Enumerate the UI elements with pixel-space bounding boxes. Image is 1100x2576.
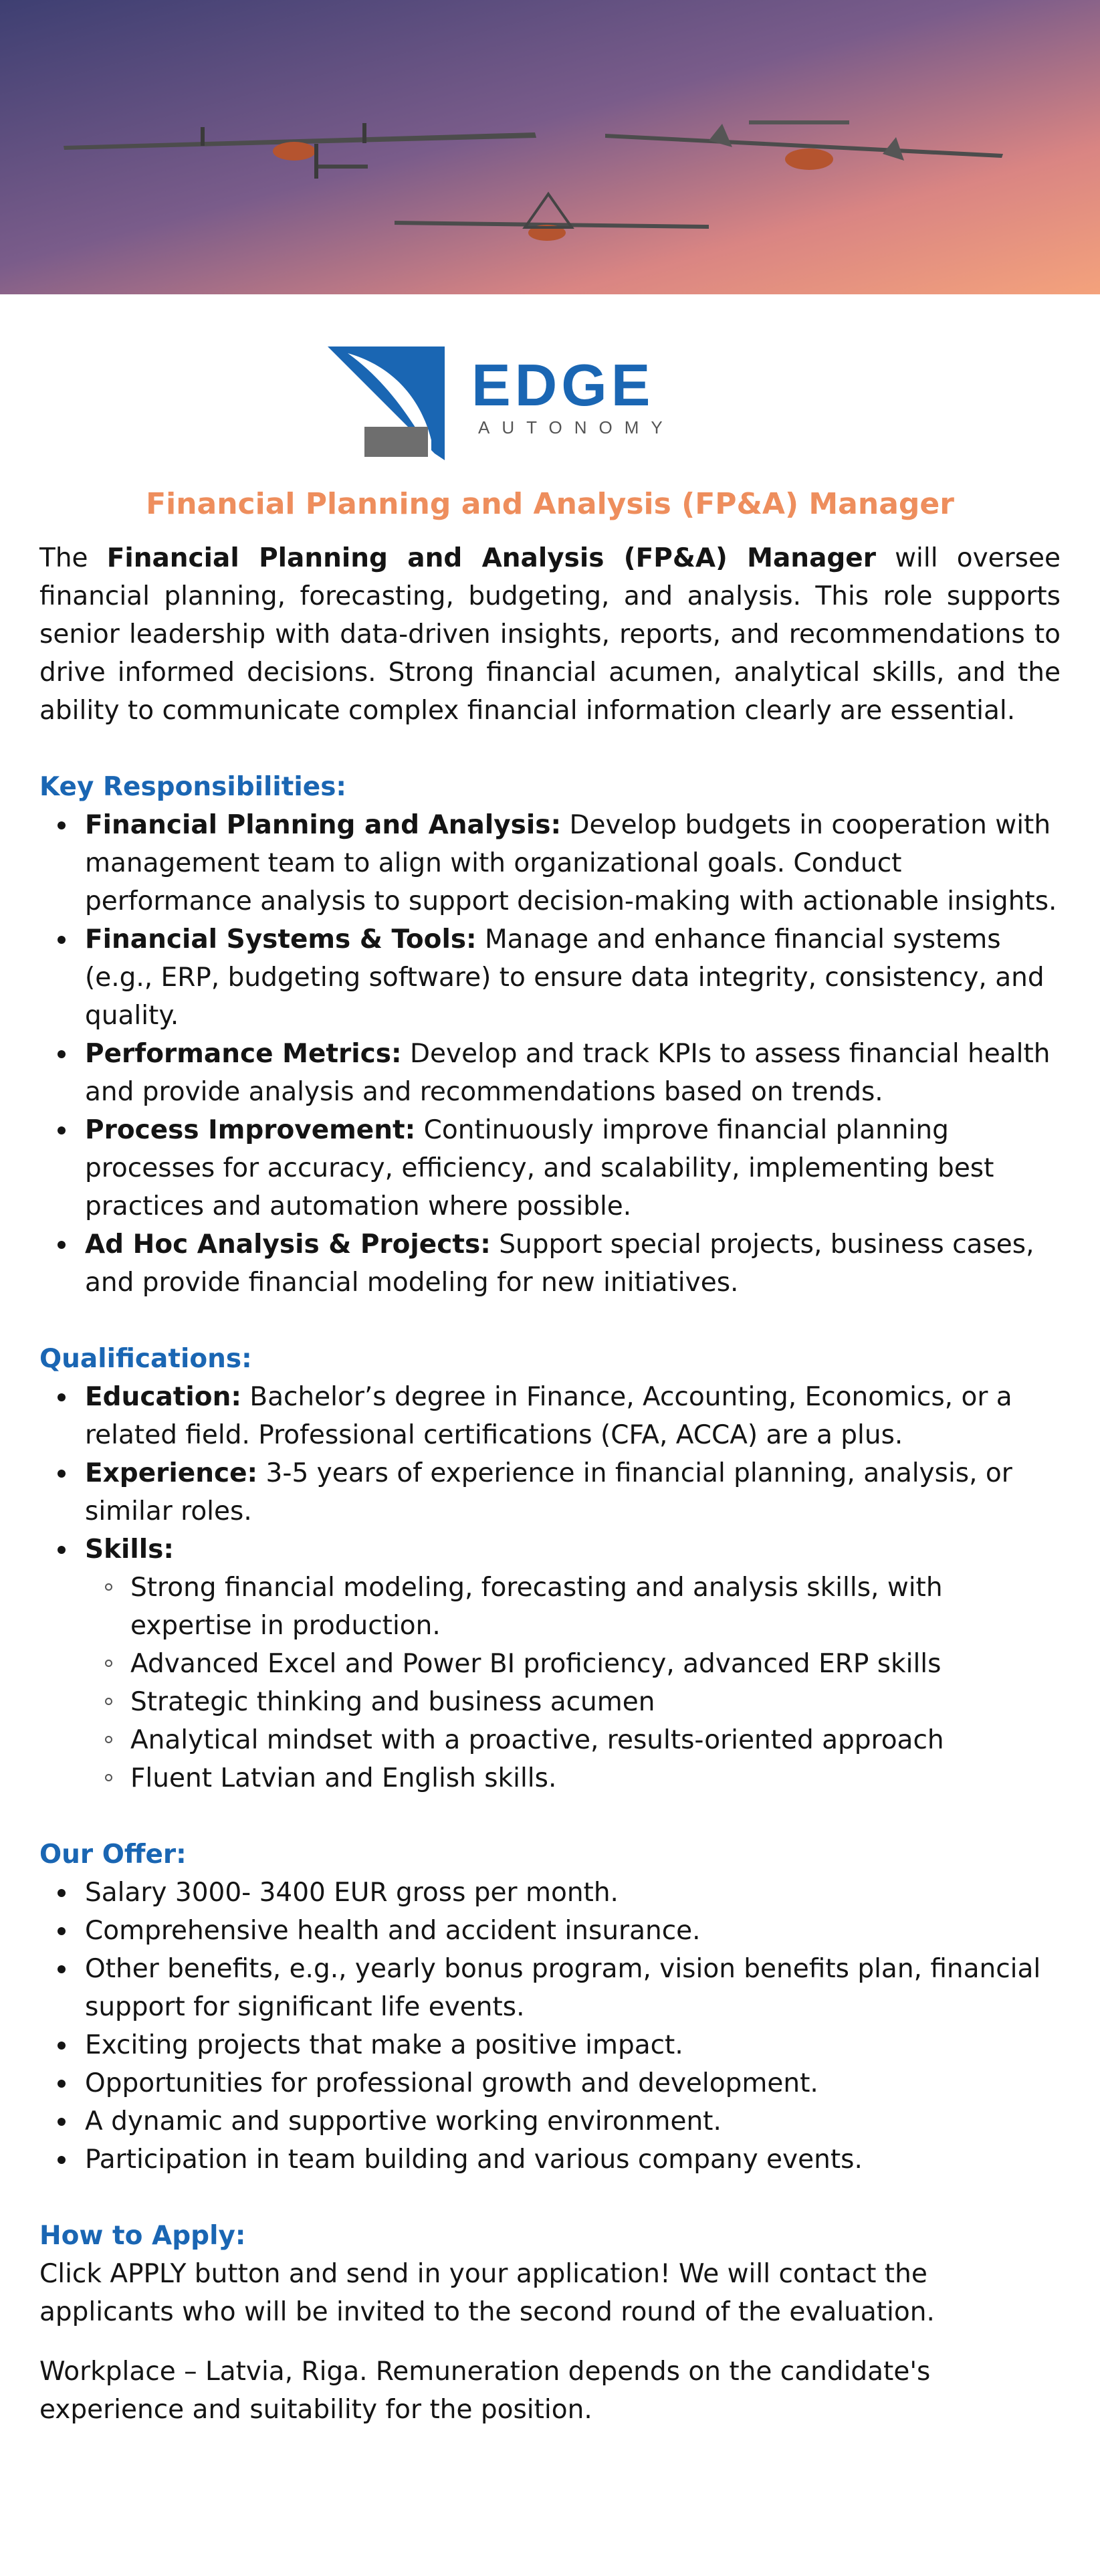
- apply-heading: How to Apply:: [39, 2221, 246, 2251]
- responsibilities-list: [39, 806, 1061, 1302]
- list-item: Other benefits, e.g., yearly bonus program, vision benefits plan, financial support for significant life events.: [39, 1950, 1061, 2026]
- apply-instructions: Click APPLY button and send in your application! We will contact the applicants who will be invited to the second round of the evaluation.: [39, 2259, 935, 2327]
- list-item: Participation in team building and various company events.: [39, 2141, 1061, 2179]
- svg-text:AUTONOMY: AUTONOMY: [478, 417, 675, 437]
- svg-text:EDGE: EDGE: [471, 352, 655, 418]
- list-item: Opportunities for professional growth and development.: [39, 2064, 1061, 2102]
- list-item: Skills:: [39, 1530, 1061, 1569]
- list-item: Financial Planning and Analysis: Develop budgets in cooperation with management team to align with organizational goals. Conduct performance analysis to support decision-making with actionable insights.: [39, 806, 1061, 920]
- intro-role-name: Financial Planning and Analysis (FP&A) Manager: [106, 543, 876, 573]
- list-item: Fluent Latvian and English skills.: [85, 1759, 1061, 1797]
- intro-paragraph: [39, 539, 1061, 730]
- qualifications-list: [39, 1378, 1061, 1569]
- job-title: Financial Planning and Analysis (FP&A) Manager: [146, 487, 954, 521]
- list-item: Experience: 3-5 years of experience in financial planning, analysis, or similar roles.: [39, 1454, 1061, 1530]
- list-item: Comprehensive health and accident insurance.: [39, 1912, 1061, 1950]
- list-item: A dynamic and supportive working environment.: [39, 2102, 1061, 2141]
- list-item: Process Improvement: Continuously improve financial planning processes for accuracy, efficiency, and scalability, implementing best practices and automation where possible.: [39, 1111, 1061, 1225]
- workplace-note: Workplace – Latvia, Riga. Remuneration depends on the candidate's experience and suitability for the position.: [39, 2357, 931, 2425]
- hero-banner-image: [0, 0, 1100, 294]
- list-item: Strong financial modeling, forecasting and analysis skills, with expertise in production.: [85, 1569, 1061, 1645]
- intro-text: will oversee financial planning, forecasting, budgeting, and analysis. This role supports senior leadership with data-driven insights, reports, and recommendations to drive informed decisions. Strong financial acumen, analytical skills, and the ability to communicate complex financial information clearly are essential.: [39, 543, 1061, 726]
- list-item: Financial Systems & Tools: Manage and enhance financial systems (e.g., ERP, budgeting software) to ensure data integrity, consistency, and quality.: [39, 920, 1061, 1035]
- skills-list: [85, 1569, 1061, 1797]
- job-posting: [39, 484, 1061, 2429]
- responsibilities-heading: Key Responsibilities:: [39, 772, 347, 802]
- edge-autonomy-logo: [321, 340, 736, 460]
- list-item: Salary 3000- 3400 EUR gross per month.: [39, 1874, 1061, 1912]
- list-item: Advanced Excel and Power BI proficiency, advanced ERP skills: [85, 1645, 1061, 1683]
- list-item: Performance Metrics: Develop and track KPIs to assess financial health and provide analysis and recommendations based on trends.: [39, 1035, 1061, 1111]
- list-item: Analytical mindset with a proactive, results-oriented approach: [85, 1721, 1061, 1759]
- offer-heading: Our Offer:: [39, 1840, 187, 1870]
- intro-prefix: The: [39, 543, 107, 573]
- list-item: Ad Hoc Analysis & Projects: Support special projects, business cases, and provide financial modeling for new initiatives.: [39, 1225, 1061, 1302]
- list-item: Exciting projects that make a positive impact.: [39, 2026, 1061, 2064]
- list-item: Education: Bachelor’s degree in Finance, Accounting, Economics, or a related field. Professional certifications (CFA, ACCA) are a plus.: [39, 1378, 1061, 1454]
- list-item: Strategic thinking and business acumen: [85, 1683, 1061, 1721]
- qualifications-heading: Qualifications:: [39, 1344, 252, 1374]
- offer-list: [39, 1874, 1061, 2179]
